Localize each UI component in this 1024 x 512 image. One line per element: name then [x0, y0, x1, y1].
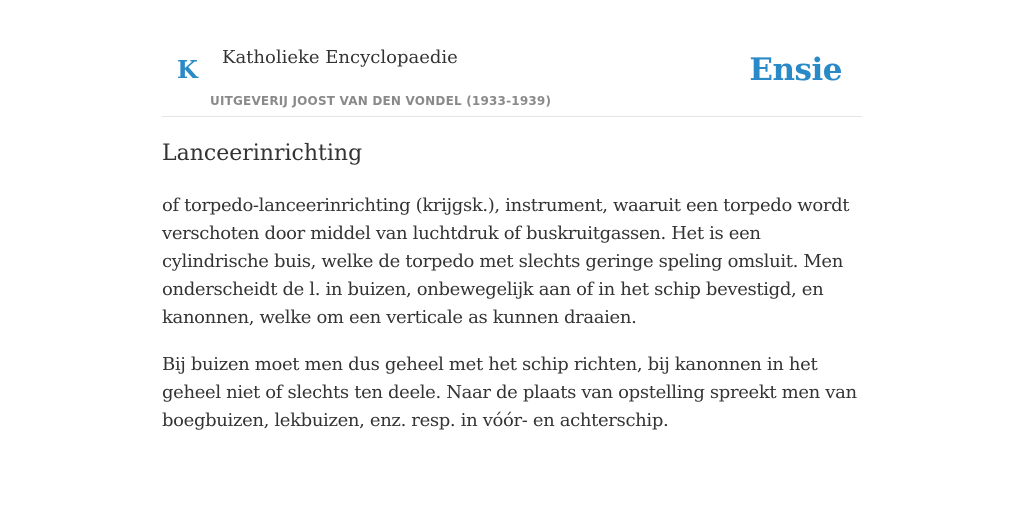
- source-title[interactable]: Katholieke Encyclopaedie: [222, 47, 458, 68]
- source-logo[interactable]: K: [177, 55, 198, 84]
- article-paragraph: Bij buizen moet men dus geheel met het schip richten, bij kanonnen in het geheel niet of slechts ten deele. Naar de plaats van opstelling spreekt men van boegbuizen, lekbuizen, enz. resp. in vóór- en achterschip.: [162, 354, 857, 431]
- page-container: [162, 0, 862, 431]
- source-header: [162, 0, 862, 117]
- article-paragraph: of torpedo-lanceerinrichting (krijgsk.), instrument, waaruit een torpedo wordt verschoten door middel van luchtdruk of buskruitgassen. Het is een cylindrische buis, welke de torpedo met slechts geringe speling omsluit. Men onderscheidt de l. in buizen, onbewegelijk aan of in het schip bevestigd, en kanonnen, welke om een verticale as kunnen draaien.: [162, 195, 850, 328]
- brand-logo[interactable]: Ensie: [749, 52, 842, 88]
- article-title: Lanceerinrichting: [162, 141, 363, 166]
- article-body: [162, 192, 862, 454]
- publisher-label: UITGEVERIJ JOOST VAN DEN VONDEL (1933-1939): [210, 94, 552, 108]
